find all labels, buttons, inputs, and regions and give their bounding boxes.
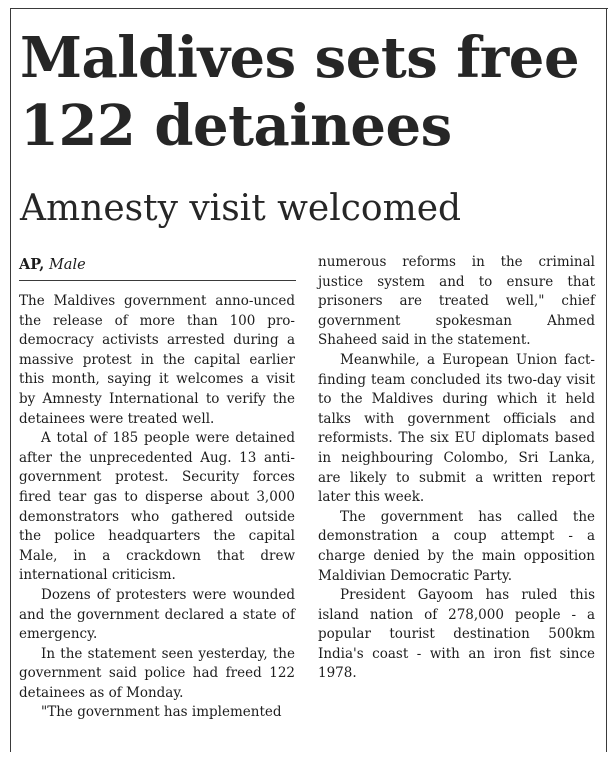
article-paragraph: The government has called the demonstration a coup attempt - a charge denied by the main opposition Maldivian Democratic Party.	[318, 508, 595, 584]
headline	[20, 24, 600, 160]
article-paragraph: President Gayoom has ruled this island nation of 278,000 people - a popular tourist destination 500km India's coast - with an iron fist since 1978.	[318, 587, 595, 682]
headline-line-2: 122 detainees	[20, 93, 452, 159]
byline-place: Male	[48, 257, 86, 273]
top-border-rule	[11, 8, 608, 9]
article-paragraph: numerous reforms in the criminal justice system and to ensure that prisoners are treated well," chief government spokesman Ahmed Shaheed said in the statement.	[318, 254, 595, 349]
right-column	[318, 253, 595, 684]
article-paragraph: The Maldives government anno-unced the release of more than 100 pro-democracy activists arrested during a massive protest in the capital earlier this month, saying it welcomes a visit by Amnesty International to verify the detainees were treated well.	[19, 293, 295, 427]
byline	[19, 254, 296, 281]
article-paragraph: Meanwhile, a European Union fact-finding team concluded its two-day visit to the Maldives during which it held talks with government officials and reformists. The six EU diplomats based in neighbouring Colombo, Sri Lanka, are likely to submit a written report later this week.	[318, 351, 595, 506]
left-border-rule	[10, 8, 11, 752]
left-column	[19, 292, 295, 723]
article-paragraph: In the statement seen yesterday, the government said police had freed 122 detainees as of Monday.	[19, 645, 295, 701]
article-paragraph: "The government has implemented	[41, 704, 282, 721]
article-paragraph: A total of 185 people were detained after the unprecedented Aug. 13 anti-government protest. Security forces fired tear gas to disperse about 3,000 demonstrators who gathered outside the police headquarters the capital Male, in a crackdown that drew international criticism.	[19, 430, 295, 584]
byline-agency: AP,	[19, 256, 45, 273]
right-border-rule	[606, 8, 607, 752]
article-paragraph: Dozens of protesters were wounded and the government declared a state of emergency.	[19, 586, 295, 643]
headline-line-1: Maldives sets free	[20, 25, 580, 91]
subheadline: Amnesty visit welcomed	[20, 188, 462, 229]
